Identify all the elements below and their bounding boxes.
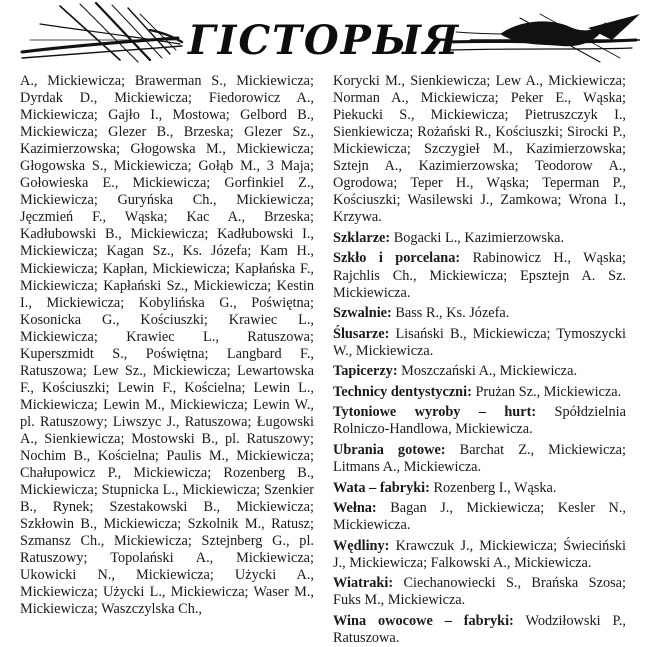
entry-text: Prużan Sz., Mickiewicza. xyxy=(475,383,622,400)
category-label: Szklarze: xyxy=(333,229,391,246)
directory-entry xyxy=(333,613,626,647)
entry-text: Krawczuk J., Mickiewicza; Świeciński J., Mickiewicza; Falkowski A., Mickiewicza. xyxy=(333,537,626,571)
directory-entry xyxy=(333,442,626,476)
left-column xyxy=(20,73,314,623)
directory-entry xyxy=(333,538,626,572)
entry-text: Lisański B., Mickiewicza; Tymoszycki W., Mickiewicza. xyxy=(333,325,626,359)
category-label: Wata – fabryki: xyxy=(333,479,430,496)
directory-entry xyxy=(333,480,626,497)
directory-entry xyxy=(333,230,626,247)
entry-text: Bagan J., Mickiewicza; Kesler N., Mickiewicza. xyxy=(333,500,626,534)
continuation-paragraph: Korycki M., Sienkiewicza; Lew A., Mickiewicza; Norman A., Mickiewicza; Peker E., Wąska; Piekucki S., Mickiewicza; Pietruszczyk I., Sienkiewicza; Rożański R., Kościuszki; Sirocki P., Mickiewicza; Szczygieł M., Kazimierzowska; Sztejn A., Kazimierzowska; Teodorow A., Ogrodowa; Teper H., Wąska; Teperman P., Kościuszki; Wasilewski J., Zamkowa; Wrona I., Krzywa. xyxy=(333,73,626,226)
category-label: Wędliny: xyxy=(333,537,390,554)
directory-entry xyxy=(333,404,626,438)
directory-entry xyxy=(333,326,626,360)
category-label: Szwalnie: xyxy=(333,305,392,322)
category-label: Wełna: xyxy=(333,500,377,517)
category-label: Ubrania gotowe: xyxy=(333,441,446,458)
category-label: Wiatraki: xyxy=(333,575,394,592)
entry-text: Spółdzielnia Rolniczo-Handlowa, Mickiewicza. xyxy=(333,404,626,438)
entry-text: Rabinowicz H., Wąska; Rajchlis Ch., Mickiewicza; Epsztejn A. Sz. Mickiewicza. xyxy=(333,250,626,301)
category-label: Tapicerzy: xyxy=(333,363,398,380)
directory-entry xyxy=(333,363,626,380)
left-column-text: A., Mickiewicza; Brawerman S., Mickiewicza; Dyrdak D., Mickiewicza; Fiedorowicz A., Mickiewicza; Gajło I., Mostowa; Gelbord B., Mickiewicza; Glezer B., Brzeska; Glezer Sz., Kazimierzowska; Głogowska M., Mickiewicza; Głogowska S., Mickiewicza; Gołąb M., 3 Maja; Gołowieska E., Mickiewicza; Gorfinkiel Z., Mickiewicza; Guryńska Ch., Mickiewicza; Jęczmień F., Wąska; Kac A., Brzeska; Kadłubowski B., Mickiewicza; Kadłubowski I., Mickiewicza; Kagan Sz., Ks. Józefa; Kam H., Mickiewicza; Kapłan, Mickiewicza; Kapłańska F., Mickiewicza; Kapłański Sz., Mickiewicza; Kestin I., Mickiewicza; Kobylińska G., Poświętna; Kosonicka G., Kościuszki; Krawiec L., Mickiewicza; Krawiec L., Ratuszowa; Kuperszmidt S., Poświętna; Langbard F., Ratuszowa; Lew Sz., Mickiewicza; Lewartowska F., Kościuszki; Lewin F., Kościelna; Lewin L., Mickiewicza; Lewin M., Mickiewicza; Lewin W., pl. Ratuszowy; Liwszyc J., Ratuszowa; Ługowski A., Sienkiewicza; Mostowski B., pl. Ratuszowy; Nochim B., Kościelna; Paulis M., Mickiewicza; Chałupowicz P., Mickiewicza; Rozenberg B., Mickiewicza; Stupnicka L., Mickiewicza; Szenkier B., Rynek; Szestakowski B., Mickiewicza; Szkłowin B., Mickiewicza; Szkolnik M., Ratusz; Szmansz Ch., Mickiewicza; Sztejnberg G., pl. Ratuszowy; Topolański A., Mickiewicza; Ukowicki N., Mickiewicza; Użycki A., Mickiewicza; Użycki L., Mickiewicza; Waser M., Mickiewicza; Waszczylska Ch., xyxy=(20,73,314,618)
entry-text: Rozenberg I., Wąska. xyxy=(433,479,557,496)
directory-entry xyxy=(333,305,626,322)
entry-text: Moszczański A., Mickiewicza. xyxy=(401,363,578,380)
category-label: Tytoniowe wyroby – hurt: xyxy=(333,404,537,421)
right-column xyxy=(333,73,626,646)
entry-text: Bogacki L., Kazimierzowska. xyxy=(393,229,565,246)
entry-text: Wodziłowski P., Ratuszowa. xyxy=(333,612,626,646)
category-label: Ślusarze: xyxy=(333,325,390,342)
entry-text: Ciechanowiecki S., Brańska Szosa; Fuks M., Mickiewicza. xyxy=(333,575,626,609)
directory-entry xyxy=(333,575,626,609)
directory-entry xyxy=(333,250,626,301)
directory-entry xyxy=(333,384,626,401)
category-label: Wina owocowe – fabryki: xyxy=(333,612,514,629)
page-title: ГІСТОРЫЯ xyxy=(188,17,461,64)
entry-text: Bass R., Ks. Józefa. xyxy=(395,305,510,322)
page-header xyxy=(0,0,655,70)
directory-columns xyxy=(0,73,655,646)
directory-entry xyxy=(333,500,626,534)
category-label: Szkło i porcelana: xyxy=(333,250,461,267)
entry-text: Barchat Z., Mickiewicza; Litmans A., Mickiewicza. xyxy=(333,441,626,475)
category-label: Technicy dentystyczni: xyxy=(333,383,472,400)
